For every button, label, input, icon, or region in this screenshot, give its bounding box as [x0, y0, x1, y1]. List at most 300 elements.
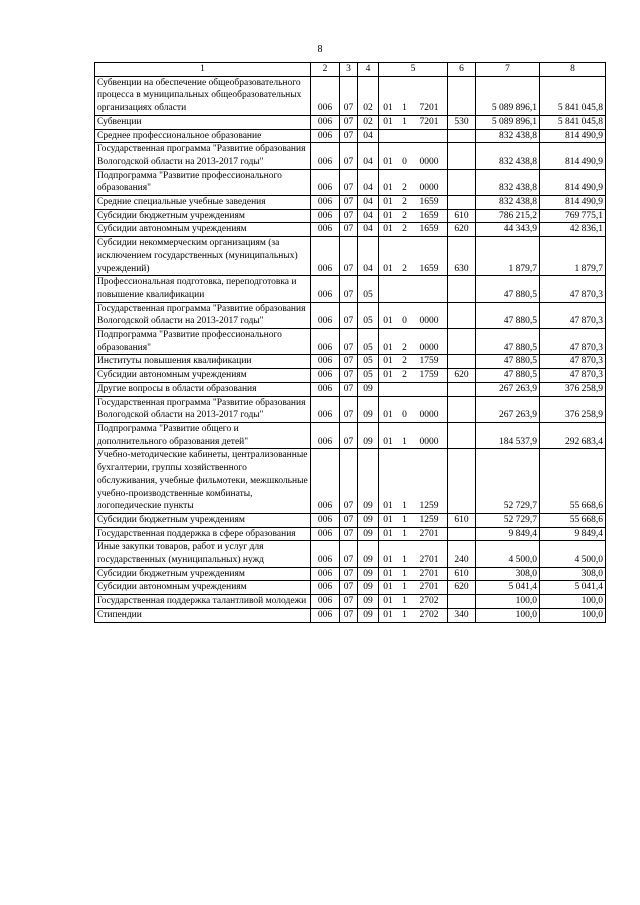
target-code-part: 01 [383, 514, 393, 525]
amount-year-2: 308,0 [540, 567, 606, 581]
subsection-code: 09 [358, 567, 379, 581]
target-code-part: 01 [383, 183, 393, 194]
subsection-code: 04 [358, 223, 379, 237]
amount-year-2: 1 879,7 [540, 237, 606, 276]
amount-year-1: 5 089 896,1 [476, 115, 540, 129]
subsection-code: 05 [358, 355, 379, 369]
target-code-part: 0 [402, 410, 407, 421]
subsection-code: 09 [358, 581, 379, 595]
admin-code: 006 [311, 608, 340, 622]
page-number: 8 [317, 44, 323, 55]
admin-code: 006 [311, 169, 340, 195]
target-article-code [379, 223, 448, 237]
table-row [95, 382, 606, 396]
subsection-code: 09 [358, 541, 379, 567]
amount-year-2: 47 870,3 [540, 355, 606, 369]
target-article-code [379, 449, 448, 514]
amount-year-1: 47 880,5 [476, 369, 540, 383]
amount-year-1: 52 729,7 [476, 449, 540, 514]
table-row [95, 595, 606, 609]
expense-type-code: 620 [448, 223, 476, 237]
target-code-part: 1 [402, 103, 407, 114]
expense-type-code [448, 329, 476, 355]
amount-year-2: 100,0 [540, 608, 606, 622]
subsection-code: 09 [358, 595, 379, 609]
target-code-part: 01 [383, 356, 393, 367]
target-code-part: 2 [402, 224, 407, 235]
table-row [95, 396, 606, 422]
amount-year-2: 55 668,6 [540, 449, 606, 514]
target-code-part: 2 [402, 263, 407, 274]
target-article-code [379, 302, 448, 328]
expense-type-code [448, 276, 476, 302]
expense-type-code: 340 [448, 608, 476, 622]
amount-year-2: 292 683,4 [540, 422, 606, 448]
target-article-code [379, 196, 448, 210]
table-row [95, 541, 606, 567]
column-header: 3 [340, 63, 358, 77]
section-code: 07 [340, 595, 358, 609]
target-article-code [379, 595, 448, 609]
column-header: 7 [476, 63, 540, 77]
table-row [95, 422, 606, 448]
target-code-part: 0 [402, 316, 407, 327]
target-code-part: 2702 [419, 596, 439, 607]
amount-year-1: 832 438,8 [476, 169, 540, 195]
target-code-part: 0000 [419, 316, 439, 327]
amount-year-2: 814 490,9 [540, 169, 606, 195]
table-row [95, 129, 606, 143]
section-code: 07 [340, 541, 358, 567]
target-code-part: 0000 [419, 183, 439, 194]
target-code-part: 0000 [419, 156, 439, 167]
admin-code: 006 [311, 422, 340, 448]
admin-code: 006 [311, 382, 340, 396]
section-code: 07 [340, 382, 358, 396]
table-header-row [95, 63, 606, 77]
amount-year-1: 832 438,8 [476, 143, 540, 169]
admin-code: 006 [311, 276, 340, 302]
amount-year-1: 267 263,9 [476, 396, 540, 422]
amount-year-2: 9 849,4 [540, 527, 606, 541]
target-code-part: 1 [402, 116, 407, 127]
target-code-part: 01 [383, 370, 393, 381]
amount-year-1: 44 343,9 [476, 223, 540, 237]
subsection-code: 09 [358, 527, 379, 541]
target-code-part: 2 [402, 356, 407, 367]
target-code-part: 01 [383, 210, 393, 221]
table-row [95, 567, 606, 581]
table-row [95, 608, 606, 622]
target-article-code [379, 169, 448, 195]
section-code: 07 [340, 169, 358, 195]
admin-code: 006 [311, 581, 340, 595]
amount-year-2: 100,0 [540, 595, 606, 609]
row-name: Субсидии автономным учреждениям [95, 369, 311, 383]
row-name: Субсидии бюджетным учреждениям [95, 209, 311, 223]
subsection-code: 04 [358, 143, 379, 169]
row-name: Другие вопросы в области образования [95, 382, 311, 396]
admin-code: 006 [311, 143, 340, 169]
target-code-part: 01 [383, 436, 393, 447]
admin-code: 006 [311, 595, 340, 609]
row-name: Стипендии [95, 608, 311, 622]
subsection-code: 05 [358, 302, 379, 328]
amount-year-1: 308,0 [476, 567, 540, 581]
amount-year-2: 769 775,1 [540, 209, 606, 223]
amount-year-1: 9 849,4 [476, 527, 540, 541]
table-row [95, 513, 606, 527]
subsection-code: 02 [358, 115, 379, 129]
section-code: 07 [340, 581, 358, 595]
table-row [95, 115, 606, 129]
target-code-part: 01 [383, 156, 393, 167]
amount-year-1: 100,0 [476, 595, 540, 609]
table-row [95, 329, 606, 355]
target-code-part: 01 [383, 197, 393, 208]
row-name: Субсидии автономным учреждениям [95, 581, 311, 595]
target-code-part: 2 [402, 370, 407, 381]
amount-year-2: 47 870,3 [540, 276, 606, 302]
column-header: 4 [358, 63, 379, 77]
target-code-part: 01 [383, 224, 393, 235]
expense-type-code: 530 [448, 115, 476, 129]
expense-type-code [448, 382, 476, 396]
amount-year-2: 814 490,9 [540, 143, 606, 169]
target-article-code [379, 369, 448, 383]
target-code-part: 1 [402, 555, 407, 566]
admin-code: 006 [311, 76, 340, 115]
target-code-part: 01 [383, 501, 393, 512]
row-name: Иные закупки товаров, работ и услуг для государственных (муниципальных) нужд [95, 541, 311, 567]
target-code-part: 01 [383, 596, 393, 607]
subsection-code: 09 [358, 422, 379, 448]
amount-year-2: 42 836,1 [540, 223, 606, 237]
row-name: Государственная поддержка в сфере образования [95, 527, 311, 541]
admin-code: 006 [311, 329, 340, 355]
target-code-part: 2 [402, 183, 407, 194]
target-code-part: 1 [402, 514, 407, 525]
target-code-part: 01 [383, 528, 393, 539]
column-header: 5 [379, 63, 448, 77]
target-article-code [379, 422, 448, 448]
expense-type-code [448, 595, 476, 609]
target-code-part: 1259 [419, 514, 439, 525]
target-code-part: 01 [383, 263, 393, 274]
subsection-code: 09 [358, 396, 379, 422]
budget-table [94, 62, 606, 623]
subsection-code: 09 [358, 513, 379, 527]
target-code-part: 0000 [419, 410, 439, 421]
expense-type-code [448, 76, 476, 115]
table-row [95, 169, 606, 195]
target-code-part: 1 [402, 609, 407, 620]
subsection-code: 04 [358, 129, 379, 143]
admin-code: 006 [311, 196, 340, 210]
expense-type-code [448, 422, 476, 448]
target-article-code [379, 396, 448, 422]
subsection-code: 04 [358, 196, 379, 210]
target-code-part: 7201 [419, 116, 439, 127]
expense-type-code: 610 [448, 513, 476, 527]
column-header: 8 [540, 63, 606, 77]
subsection-code: 09 [358, 449, 379, 514]
amount-year-2: 55 668,6 [540, 513, 606, 527]
admin-code: 006 [311, 541, 340, 567]
target-code-part: 01 [383, 555, 393, 566]
section-code: 07 [340, 302, 358, 328]
target-code-part: 1659 [419, 224, 439, 235]
target-article-code [379, 527, 448, 541]
target-code-part: 1 [402, 596, 407, 607]
target-article-code [379, 355, 448, 369]
amount-year-2: 5 041,4 [540, 581, 606, 595]
amount-year-2: 47 870,3 [540, 369, 606, 383]
target-code-part: 2 [402, 342, 407, 353]
amount-year-1: 4 500,0 [476, 541, 540, 567]
section-code: 07 [340, 276, 358, 302]
amount-year-1: 832 438,8 [476, 129, 540, 143]
target-article-code [379, 129, 448, 143]
admin-code: 006 [311, 449, 340, 514]
target-article-code [379, 143, 448, 169]
table-row [95, 237, 606, 276]
expense-type-code: 620 [448, 369, 476, 383]
subsection-code: 02 [358, 76, 379, 115]
amount-year-2: 814 490,9 [540, 129, 606, 143]
row-name: Субвенции [95, 115, 311, 129]
expense-type-code: 240 [448, 541, 476, 567]
admin-code: 006 [311, 355, 340, 369]
amount-year-1: 786 215,2 [476, 209, 540, 223]
target-article-code [379, 513, 448, 527]
table-row [95, 276, 606, 302]
target-code-part: 1 [402, 568, 407, 579]
amount-year-2: 4 500,0 [540, 541, 606, 567]
target-article-code [379, 115, 448, 129]
table-row [95, 449, 606, 514]
target-code-part: 1 [402, 436, 407, 447]
target-code-part: 2 [402, 197, 407, 208]
subsection-code: 05 [358, 329, 379, 355]
target-code-part: 1 [402, 582, 407, 593]
row-name: Субсидии бюджетным учреждениям [95, 513, 311, 527]
table-row [95, 369, 606, 383]
target-code-part: 2702 [419, 609, 439, 620]
expense-type-code: 610 [448, 209, 476, 223]
target-article-code [379, 209, 448, 223]
row-name: Субсидии автономным учреждениям [95, 223, 311, 237]
amount-year-1: 47 880,5 [476, 355, 540, 369]
expense-type-code [448, 396, 476, 422]
target-code-part: 01 [383, 568, 393, 579]
target-code-part: 1759 [419, 370, 439, 381]
row-name: Государственная программа "Развитие образования Вологодской области на 2013-2017 годы" [95, 143, 311, 169]
section-code: 07 [340, 329, 358, 355]
target-code-part: 0000 [419, 436, 439, 447]
target-code-part: 1659 [419, 197, 439, 208]
row-name: Средние специальные учебные заведения [95, 196, 311, 210]
target-code-part: 1 [402, 528, 407, 539]
table-row [95, 196, 606, 210]
admin-code: 006 [311, 567, 340, 581]
subsection-code: 05 [358, 369, 379, 383]
subsection-code: 04 [358, 209, 379, 223]
column-header: 6 [448, 63, 476, 77]
target-article-code [379, 567, 448, 581]
target-code-part: 2 [402, 210, 407, 221]
section-code: 07 [340, 209, 358, 223]
row-name: Государственная поддержка талантливой молодежи [95, 595, 311, 609]
admin-code: 006 [311, 115, 340, 129]
amount-year-1: 47 880,5 [476, 276, 540, 302]
row-name: Государственная программа "Развитие образования Вологодской области на 2013-2017 годы" [95, 302, 311, 328]
admin-code: 006 [311, 369, 340, 383]
row-name: Подпрограмма "Развитие профессионального образования" [95, 329, 311, 355]
target-code-part: 1659 [419, 210, 439, 221]
target-code-part: 1 [402, 501, 407, 512]
target-article-code [379, 581, 448, 595]
section-code: 07 [340, 76, 358, 115]
admin-code: 006 [311, 302, 340, 328]
section-code: 07 [340, 143, 358, 169]
section-code: 07 [340, 422, 358, 448]
expense-type-code: 610 [448, 567, 476, 581]
target-code-part: 0000 [419, 342, 439, 353]
amount-year-2: 47 870,3 [540, 302, 606, 328]
row-name: Субсидии бюджетным учреждениям [95, 567, 311, 581]
table-row [95, 302, 606, 328]
admin-code: 006 [311, 527, 340, 541]
target-code-part: 2701 [419, 568, 439, 579]
table-row [95, 76, 606, 115]
amount-year-1: 184 537,9 [476, 422, 540, 448]
expense-type-code [448, 129, 476, 143]
expense-type-code [448, 196, 476, 210]
row-name: Профессиональная подготовка, переподготовка и повышение квалификации [95, 276, 311, 302]
admin-code: 006 [311, 129, 340, 143]
admin-code: 006 [311, 396, 340, 422]
target-code-part: 2701 [419, 555, 439, 566]
expense-type-code [448, 527, 476, 541]
table-row [95, 143, 606, 169]
admin-code: 006 [311, 223, 340, 237]
row-name: Субвенции на обеспечение общеобразовательного процесса в муниципальных общеобразовательных организациях области [95, 76, 311, 115]
subsection-code: 04 [358, 237, 379, 276]
amount-year-2: 5 841 045,8 [540, 76, 606, 115]
column-header: 2 [311, 63, 340, 77]
row-name: Учебно-методические кабинеты, централизованные бухгалтерии, группы хозяйственного обслуживания, учебные фильмотеки, межшкольные учебно-производственные комбинаты, логопедические пункты [95, 449, 311, 514]
admin-code: 006 [311, 209, 340, 223]
amount-year-1: 52 729,7 [476, 513, 540, 527]
table-row [95, 223, 606, 237]
amount-year-1: 832 438,8 [476, 196, 540, 210]
section-code: 07 [340, 115, 358, 129]
expense-type-code: 620 [448, 581, 476, 595]
amount-year-1: 100,0 [476, 608, 540, 622]
table-row [95, 527, 606, 541]
section-code: 07 [340, 237, 358, 276]
target-code-part: 0 [402, 156, 407, 167]
amount-year-1: 1 879,7 [476, 237, 540, 276]
amount-year-1: 5 089 896,1 [476, 76, 540, 115]
column-header: 1 [95, 63, 311, 77]
row-name: Подпрограмма "Развитие профессионального образования" [95, 169, 311, 195]
section-code: 07 [340, 567, 358, 581]
section-code: 07 [340, 223, 358, 237]
subsection-code: 09 [358, 608, 379, 622]
target-code-part: 1759 [419, 356, 439, 367]
target-article-code [379, 382, 448, 396]
target-code-part: 01 [383, 116, 393, 127]
target-code-part: 2701 [419, 528, 439, 539]
row-name: Институты повышения квалификации [95, 355, 311, 369]
amount-year-2: 814 490,9 [540, 196, 606, 210]
target-code-part: 01 [383, 609, 393, 620]
target-code-part: 1259 [419, 501, 439, 512]
amount-year-2: 5 841 045,8 [540, 115, 606, 129]
amount-year-1: 5 041,4 [476, 581, 540, 595]
section-code: 07 [340, 513, 358, 527]
section-code: 07 [340, 355, 358, 369]
expense-type-code [448, 355, 476, 369]
section-code: 07 [340, 527, 358, 541]
target-code-part: 01 [383, 342, 393, 353]
admin-code: 006 [311, 513, 340, 527]
target-code-part: 01 [383, 582, 393, 593]
expense-type-code [448, 449, 476, 514]
row-name: Подпрограмма "Развитие общего и дополнительного образования детей" [95, 422, 311, 448]
amount-year-1: 47 880,5 [476, 302, 540, 328]
admin-code: 006 [311, 237, 340, 276]
subsection-code: 04 [358, 169, 379, 195]
subsection-code: 09 [358, 382, 379, 396]
amount-year-2: 376 258,9 [540, 382, 606, 396]
section-code: 07 [340, 396, 358, 422]
expense-type-code [448, 143, 476, 169]
expense-type-code: 630 [448, 237, 476, 276]
section-code: 07 [340, 608, 358, 622]
target-code-part: 2701 [419, 582, 439, 593]
amount-year-2: 47 870,3 [540, 329, 606, 355]
row-name: Субсидии некоммерческим организациям (за исключением государственных (муниципальных) учреждений) [95, 237, 311, 276]
target-article-code [379, 237, 448, 276]
expense-type-code [448, 302, 476, 328]
target-article-code [379, 76, 448, 115]
table-row [95, 581, 606, 595]
table-row [95, 209, 606, 223]
target-code-part: 01 [383, 103, 393, 114]
row-name: Государственная программа "Развитие образования Вологодской области на 2013-2017 годы" [95, 396, 311, 422]
amount-year-1: 47 880,5 [476, 329, 540, 355]
expense-type-code [448, 169, 476, 195]
amount-year-2: 376 258,9 [540, 396, 606, 422]
section-code: 07 [340, 449, 358, 514]
target-article-code [379, 329, 448, 355]
target-code-part: 01 [383, 410, 393, 421]
table-row [95, 355, 606, 369]
section-code: 07 [340, 196, 358, 210]
target-code-part: 1659 [419, 263, 439, 274]
amount-year-1: 267 263,9 [476, 382, 540, 396]
target-article-code [379, 541, 448, 567]
row-name: Среднее профессиональное образование [95, 129, 311, 143]
target-article-code [379, 608, 448, 622]
subsection-code: 05 [358, 276, 379, 302]
section-code: 07 [340, 129, 358, 143]
target-code-part: 01 [383, 316, 393, 327]
target-code-part: 7201 [419, 103, 439, 114]
